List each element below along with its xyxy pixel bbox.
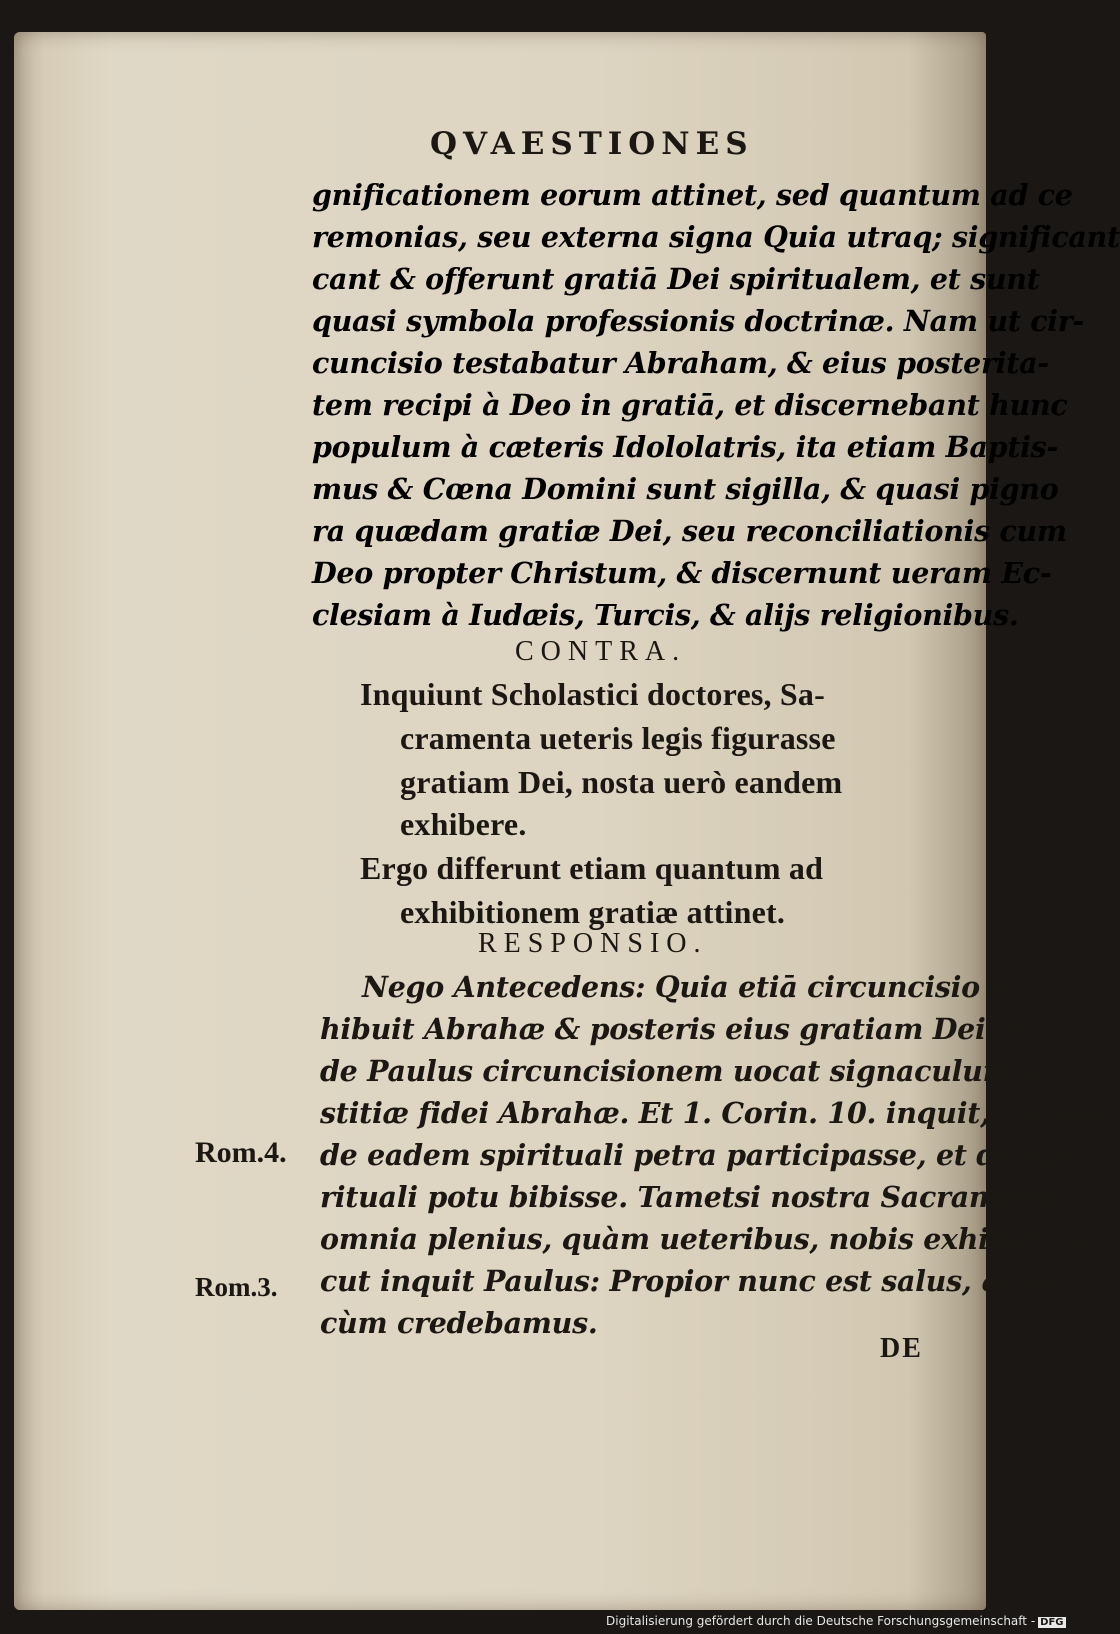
contra-line: cramenta ueteris legis figurasse — [400, 720, 836, 756]
responsio-line: omnia plenius, quàm ueteribus, nobis exhibēt. Si- — [320, 1222, 1101, 1256]
responsio-line: hibuit Abrahæ & posteris eius gratiam Dei. Vn — [320, 1012, 1048, 1046]
section-heading-contra: CONTRA. — [515, 636, 687, 667]
responsio-line: Nego Antecedens: Quia etiā circuncisio ex — [362, 970, 1025, 1004]
contra-line: gratiam Dei, nosta uerò eandem — [400, 764, 843, 800]
body-line: quasi symbola professionis doctrinæ. Nam ut cir- — [312, 304, 1085, 338]
body-line: Deo propter Christum, & discernunt ueram Ec- — [312, 556, 1052, 590]
body-line: populum à cæteris Idololatris, ita etiam Baptis- — [312, 430, 1058, 464]
contra-line: exhibitionem gratiæ attinet. — [400, 894, 786, 930]
body-line: ra quædam gratiæ Dei, seu reconciliationis cum — [312, 514, 1067, 548]
body-line: remonias, seu externa signa Quia utraq; significant — [312, 220, 1120, 254]
contra-line: exhibere. — [400, 806, 527, 842]
body-line: gnificationem eorum attinet, sed quantum ad ce — [312, 178, 1073, 212]
responsio-line: de Paulus circuncisionem uocat signaculum iu- — [320, 1054, 1065, 1088]
dfg-logo: DFG — [1040, 1617, 1064, 1628]
margin-note-rom3: Rom.3. — [195, 1272, 278, 1302]
responsio-line: cut inquit Paulus: Propior nunc est salus, quàm — [320, 1264, 1070, 1298]
responsio-line: cùm credebamus. — [320, 1306, 598, 1340]
running-head: QVAESTIONES — [430, 126, 754, 162]
responsio-line: rituali potu bibisse. Tametsi nostra Sacramenta — [320, 1180, 1069, 1214]
contra-line: Ergo differunt etiam quantum ad — [360, 850, 824, 886]
body-line: tem recipi à Deo in gratiā, et discernebant hunc — [312, 388, 1068, 422]
body-line: cuncisio testabatur Abraham, & eius posterita- — [312, 346, 1049, 380]
responsio-line: stitiæ fidei Abrahæ. Et 1. Corin. 10. inquit, Omnes — [320, 1096, 1108, 1130]
body-line: clesiam à Iudæis, Turcis, & alijs religionibus. — [312, 598, 1019, 632]
responsio-line: de eadem spirituali petra participasse, et de spi — [320, 1138, 1070, 1172]
body-line: cant & offerunt gratiā Dei spiritualem, et sunt — [312, 262, 1040, 296]
margin-note-rom4: Rom.4. — [195, 1136, 287, 1169]
body-line: mus & Cœna Domini sunt sigilla, & quasi pigno — [312, 472, 1059, 506]
section-heading-responsio: RESPONSIO. — [478, 928, 708, 959]
catchword: DE — [880, 1333, 923, 1364]
digitization-footer — [606, 1614, 1066, 1628]
footer-text: Digitalisierung gefördert durch die Deutsche Forschungsgemeinschaft - — [606, 1614, 1036, 1628]
contra-line: Inquiunt Scholastici doctores, Sa- — [360, 676, 825, 712]
